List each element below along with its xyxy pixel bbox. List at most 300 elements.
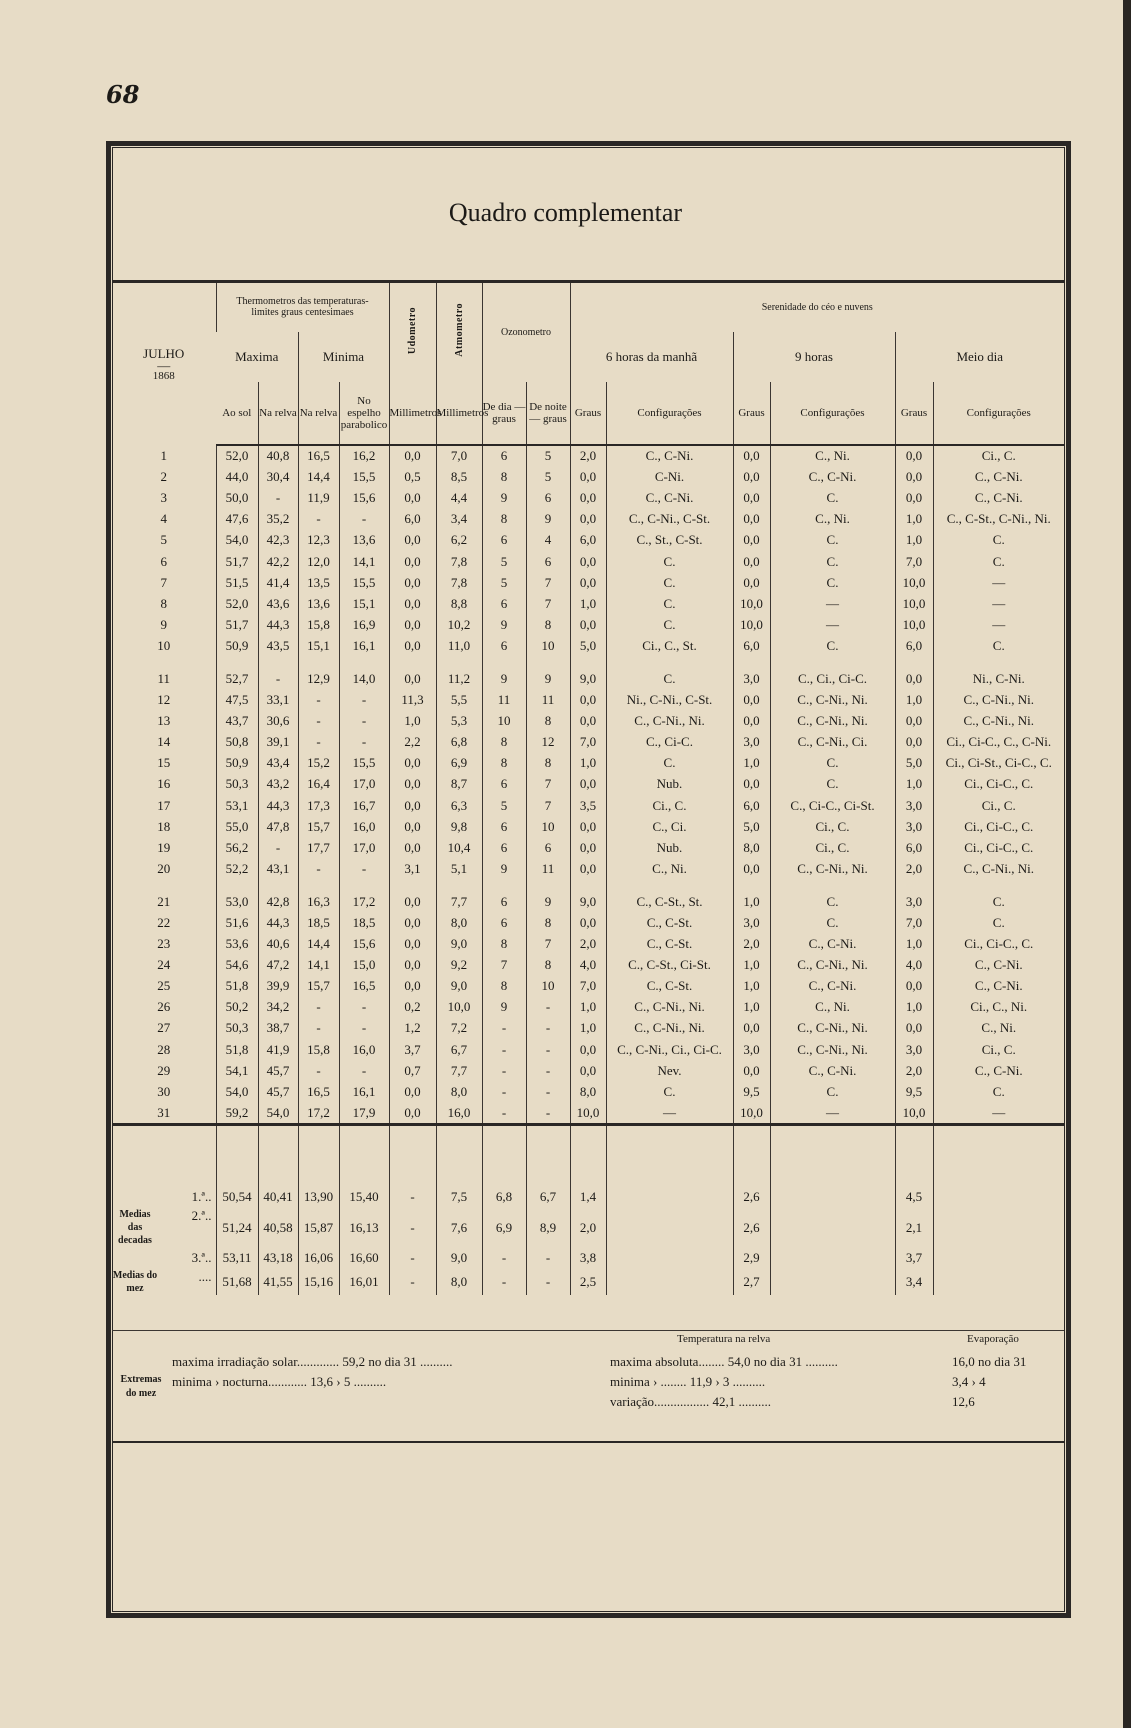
summary-graus-9h: 2,6 (733, 1186, 770, 1208)
cell-graus-9h: 0,0 (733, 774, 770, 795)
cell-udometro: 3,1 (389, 858, 436, 879)
cell-graus-6h: 2,0 (570, 934, 606, 955)
cell-day: 22 (157, 915, 171, 931)
summary-ozono-noite: 8,9 (526, 1208, 570, 1247)
summary-config-noon (933, 1269, 1064, 1295)
cell-ozono-dia: 8 (482, 753, 526, 774)
cell-min-na-relva: - (298, 509, 339, 530)
cell-max-ao-sol: 52,0 (216, 593, 258, 614)
cell-config-6h: — (606, 1102, 733, 1125)
cell-max-na-relva: 43,1 (258, 858, 298, 879)
cell-max-na-relva: 38,7 (258, 1018, 298, 1039)
cell-ozono-dia: 9 (482, 997, 526, 1018)
cell-min-parabolico: 15,5 (339, 753, 389, 774)
cell-config-9h: C. (770, 774, 895, 795)
table-row (112, 934, 1064, 955)
summary-udometro: - (389, 1247, 436, 1269)
cell-max-ao-sol: 54,1 (216, 1060, 258, 1081)
cell-udometro: 0,0 (389, 445, 436, 467)
extremes-block (112, 1330, 1064, 1443)
spacer-row (112, 1125, 1064, 1187)
cell-min-parabolico: - (339, 1060, 389, 1081)
cell-atmometro: 3,4 (436, 509, 482, 530)
cell-atmometro: 8,7 (436, 774, 482, 795)
cell-max-ao-sol: 51,5 (216, 572, 258, 593)
cell-max-ao-sol: 50,0 (216, 488, 258, 509)
cell-atmometro: 9,0 (436, 976, 482, 997)
cell-graus-9h: 0,0 (733, 858, 770, 879)
summary-period: 2.ª.. (191, 1208, 212, 1224)
cell-atmometro: 11,2 (436, 668, 482, 689)
cell-max-ao-sol: 52,0 (216, 445, 258, 467)
summary-atmometro: 9,0 (436, 1247, 482, 1269)
cell-config-6h: C., C-St. (606, 934, 733, 955)
cell-udometro: 0,0 (389, 976, 436, 997)
cell-config-noon: — (933, 1102, 1064, 1125)
cell-day: 5 (160, 532, 167, 548)
cell-graus-9h: 0,0 (733, 551, 770, 572)
cell-max-na-relva: 40,6 (258, 934, 298, 955)
cell-config-9h: C., Ci., Ci-C. (770, 668, 895, 689)
cell-udometro: 0,0 (389, 912, 436, 933)
cell-graus-noon: 2,0 (895, 1060, 933, 1081)
cell-day: 10 (157, 637, 171, 653)
table-row (112, 1102, 1064, 1125)
config-9h-header: Configurações (770, 382, 895, 445)
cell-ozono-noite: 6 (526, 488, 570, 509)
cell-day: 23 (157, 936, 171, 952)
summary-day (112, 1186, 216, 1208)
cell-graus-9h: 2,0 (733, 934, 770, 955)
table-row (112, 690, 1064, 711)
summary-config-9h (770, 1247, 895, 1269)
cell-config-9h: C., Ni. (770, 509, 895, 530)
cell-graus-9h: 1,0 (733, 955, 770, 976)
cell-config-6h: Ci., C. (606, 795, 733, 816)
cell-config-9h: C., C-Ni. (770, 1060, 895, 1081)
cell-max-ao-sol: 47,6 (216, 509, 258, 530)
summary-graus-noon: 3,4 (895, 1269, 933, 1295)
extremes-line2-right: 3,4 › 4 (952, 1374, 986, 1389)
cell-max-na-relva: 44,3 (258, 795, 298, 816)
cell-max-na-relva: - (258, 668, 298, 689)
cell-ozono-dia: 9 (482, 488, 526, 509)
cell-atmometro: 6,2 (436, 530, 482, 551)
table-row (112, 509, 1064, 530)
cell-min-parabolico: 17,0 (339, 837, 389, 858)
cell-atmometro: 5,5 (436, 690, 482, 711)
cell-min-na-relva: 15,8 (298, 614, 339, 635)
cell-graus-9h: 10,0 (733, 1102, 770, 1125)
cell-graus-6h: 0,0 (570, 858, 606, 879)
cell-udometro: 0,0 (389, 795, 436, 816)
cell-ozono-noite: 8 (526, 614, 570, 635)
summary-max-na-relva: 41,55 (258, 1269, 298, 1295)
cell-ozono-dia: 6 (482, 912, 526, 933)
cell-graus-noon: 4,0 (895, 955, 933, 976)
cell-graus-6h: 0,0 (570, 488, 606, 509)
climate-table (112, 280, 1064, 1295)
cell-config-9h: C. (770, 912, 895, 933)
cell-graus-9h: 1,0 (733, 891, 770, 912)
cell-ozono-dia: 10 (482, 711, 526, 732)
cell-day: 19 (157, 839, 171, 855)
cell-config-6h: C., C-St., St. (606, 891, 733, 912)
cell-min-na-relva: 15,7 (298, 816, 339, 837)
summary-config-noon (933, 1247, 1064, 1269)
cell-min-na-relva: 16,3 (298, 891, 339, 912)
cell-config-6h: Ni., C-Ni., C-St. (606, 690, 733, 711)
cell-udometro: 0,0 (389, 891, 436, 912)
cell-max-na-relva: 44,3 (258, 912, 298, 933)
daily-rows (112, 445, 1064, 1125)
summary-ozono-noite: 6,7 (526, 1186, 570, 1208)
cell-udometro: 6,0 (389, 509, 436, 530)
cell-atmometro: 8,8 (436, 593, 482, 614)
cell-ozono-noite: 9 (526, 891, 570, 912)
summary-ozono-dia: - (482, 1269, 526, 1295)
cell-min-parabolico: 16,0 (339, 816, 389, 837)
cell-config-noon: C., C-Ni., Ni. (933, 858, 1064, 879)
cell-udometro: 0,0 (389, 934, 436, 955)
cell-graus-6h: 0,0 (570, 690, 606, 711)
cell-graus-9h: 0,0 (733, 467, 770, 488)
cell-graus-9h: 0,0 (733, 572, 770, 593)
cell-day: 3 (160, 490, 167, 506)
cell-min-parabolico: 16,5 (339, 976, 389, 997)
cell-graus-9h: 3,0 (733, 732, 770, 753)
cell-min-na-relva: 13,6 (298, 593, 339, 614)
summary-udometro: - (389, 1269, 436, 1295)
de-dia-header: De dia — graus (482, 382, 526, 445)
cell-ozono-dia: 6 (482, 445, 526, 467)
ao-sol-header: Ao sol (216, 382, 258, 445)
cell-atmometro: 7,8 (436, 572, 482, 593)
cell-graus-9h: 6,0 (733, 795, 770, 816)
cell-graus-noon: 10,0 (895, 572, 933, 593)
cell-graus-6h: 4,0 (570, 955, 606, 976)
cell-config-noon: C., C-Ni., Ni. (933, 711, 1064, 732)
cell-ozono-dia: 8 (482, 732, 526, 753)
cell-ozono-dia: 5 (482, 551, 526, 572)
table-row (112, 891, 1064, 912)
table-row (112, 732, 1064, 753)
summary-graus-6h: 2,5 (570, 1269, 606, 1295)
cell-graus-noon: 9,5 (895, 1081, 933, 1102)
cell-config-noon: C., C-Ni. (933, 467, 1064, 488)
summary-row (112, 1247, 1064, 1269)
cell-min-parabolico: 17,9 (339, 1102, 389, 1125)
cell-max-ao-sol: 59,2 (216, 1102, 258, 1125)
cell-config-9h: C., C-Ni., Ci. (770, 732, 895, 753)
cell-ozono-dia: 8 (482, 509, 526, 530)
cell-graus-noon: 0,0 (895, 668, 933, 689)
table-row (112, 488, 1064, 509)
cell-graus-6h: 0,0 (570, 1060, 606, 1081)
cell-config-9h: C. (770, 753, 895, 774)
maxima-header: Maxima (235, 348, 279, 364)
cell-min-na-relva: - (298, 1060, 339, 1081)
table-row (112, 572, 1064, 593)
cell-config-noon: Ci., C. (933, 445, 1064, 467)
summary-min-parabolico: 16,60 (339, 1247, 389, 1269)
cell-max-na-relva: 42,2 (258, 551, 298, 572)
cell-ozono-noite: 10 (526, 816, 570, 837)
cell-config-6h: C., C-Ni., Ni. (606, 997, 733, 1018)
thermo-group-header: Thermometros das temperaturas-limites graus centesimaes (216, 282, 389, 332)
cell-graus-9h: 10,0 (733, 593, 770, 614)
config-noon-header: Configurações (933, 382, 1064, 445)
year-label: 1868 (152, 369, 175, 382)
cell-graus-9h: 10,0 (733, 614, 770, 635)
table-row (112, 1060, 1064, 1081)
cell-ozono-dia: 6 (482, 530, 526, 551)
summary-group-label: Medias do mez (112, 1270, 158, 1295)
cell-max-na-relva: 47,8 (258, 816, 298, 837)
cell-graus-noon: 0,0 (895, 488, 933, 509)
cell-day: 9 (160, 616, 167, 632)
cell-ozono-dia: 11 (482, 690, 526, 711)
cell-min-parabolico: 17,2 (339, 891, 389, 912)
cell-config-9h: C., C-Ni., Ni. (770, 1039, 895, 1060)
cell-ozono-dia: - (482, 1102, 526, 1125)
cell-atmometro: 10,2 (436, 614, 482, 635)
cell-min-parabolico: 15,6 (339, 488, 389, 509)
summary-ozono-noite: - (526, 1247, 570, 1269)
cell-graus-9h: 3,0 (733, 1039, 770, 1060)
summary-max-ao-sol: 53,11 (216, 1247, 258, 1269)
cell-day: 1 (160, 447, 167, 463)
cell-graus-noon: 7,0 (895, 912, 933, 933)
table-row (112, 1081, 1064, 1102)
cell-min-parabolico: 16,9 (339, 614, 389, 635)
cell-config-9h: C. (770, 572, 895, 593)
cell-ozono-noite: 8 (526, 912, 570, 933)
nove-horas-header: 9 horas (733, 332, 895, 382)
cell-graus-9h: 0,0 (733, 445, 770, 467)
serenidade-header: Serenidade do céo e nuvens (570, 282, 1064, 332)
summary-period: .... (198, 1269, 212, 1285)
cell-config-6h: Ci., C., St. (606, 635, 733, 656)
cell-graus-9h: 6,0 (733, 635, 770, 656)
cell-config-6h: C-Ni. (606, 467, 733, 488)
summary-graus-noon: 3,7 (895, 1247, 933, 1269)
summary-period: 1.ª.. (191, 1189, 212, 1205)
summary-min-parabolico: 16,01 (339, 1269, 389, 1295)
cell-config-9h: C., C-Ni., Ni. (770, 858, 895, 879)
cell-config-noon: C., C-St., C-Ni., Ni. (933, 509, 1064, 530)
cell-config-6h: C., C-St., Ci-St. (606, 955, 733, 976)
cell-config-9h: C. (770, 635, 895, 656)
cell-ozono-noite: 9 (526, 509, 570, 530)
extremes-line2-left: minima › nocturna............ 13,6 › 5 .......... (172, 1374, 387, 1389)
summary-ozono-noite: - (526, 1269, 570, 1295)
cell-config-6h: C., C-Ni., Ni. (606, 1018, 733, 1039)
cell-config-9h: C., C-Ni., Ni. (770, 955, 895, 976)
cell-atmometro: 8,0 (436, 912, 482, 933)
cell-min-parabolico: 15,0 (339, 955, 389, 976)
cell-config-noon: C., C-Ni. (933, 976, 1064, 997)
cell-day: 31 (157, 1104, 171, 1120)
cell-max-ao-sol: 54,0 (216, 530, 258, 551)
cell-min-parabolico: 18,5 (339, 912, 389, 933)
cell-graus-noon: 0,0 (895, 467, 933, 488)
cell-max-na-relva: 45,7 (258, 1060, 298, 1081)
cell-atmometro: 6,3 (436, 795, 482, 816)
cell-min-na-relva: 15,8 (298, 1039, 339, 1060)
cell-config-noon: — (933, 572, 1064, 593)
cell-atmometro: 9,2 (436, 955, 482, 976)
cell-max-ao-sol: 51,6 (216, 912, 258, 933)
cell-udometro: 1,0 (389, 711, 436, 732)
ozonometro-header: Ozonometro (482, 282, 570, 382)
cell-max-ao-sol: 50,9 (216, 635, 258, 656)
summary-max-na-relva: 40,41 (258, 1186, 298, 1208)
cell-config-9h: C., C-Ni. (770, 976, 895, 997)
cell-max-na-relva: 42,3 (258, 530, 298, 551)
cell-atmometro: 8,5 (436, 467, 482, 488)
cell-min-na-relva: 18,5 (298, 912, 339, 933)
cell-graus-9h: 0,0 (733, 509, 770, 530)
cell-graus-noon: 1,0 (895, 530, 933, 551)
cell-max-na-relva: 30,6 (258, 711, 298, 732)
cell-graus-6h: 10,0 (570, 1102, 606, 1125)
summary-period: 3.ª.. (191, 1250, 212, 1266)
summary-max-ao-sol: 51,68 (216, 1269, 258, 1295)
parabolico-header: No espelho parabolico (339, 382, 389, 445)
cell-graus-noon: 2,0 (895, 858, 933, 879)
table-row (112, 551, 1064, 572)
cell-min-parabolico: 17,0 (339, 774, 389, 795)
cell-graus-noon: 3,0 (895, 816, 933, 837)
cell-min-parabolico: 16,0 (339, 1039, 389, 1060)
extremes-line3-right: 12,6 (952, 1394, 975, 1409)
cell-config-noon: C., Ni. (933, 1018, 1064, 1039)
cell-max-ao-sol: 55,0 (216, 816, 258, 837)
cell-max-ao-sol: 50,9 (216, 753, 258, 774)
cell-day: 4 (160, 511, 167, 527)
cell-config-9h: — (770, 614, 895, 635)
cell-max-ao-sol: 51,7 (216, 551, 258, 572)
cell-max-na-relva: 43,6 (258, 593, 298, 614)
summary-udometro: - (389, 1186, 436, 1208)
minima-header: Minima (298, 332, 389, 382)
cell-graus-9h: 0,0 (733, 488, 770, 509)
cell-graus-9h: 0,0 (733, 530, 770, 551)
cell-min-parabolico: 13,6 (339, 530, 389, 551)
udometro-unit-header: Millimetros (389, 382, 436, 445)
de-noite-header: De noite — graus (526, 382, 570, 445)
cell-graus-6h: 0,0 (570, 509, 606, 530)
cell-atmometro: 5,3 (436, 711, 482, 732)
cell-day: 29 (157, 1062, 171, 1078)
cell-max-na-relva: 43,5 (258, 635, 298, 656)
cell-config-9h: C. (770, 1081, 895, 1102)
cell-udometro: 0,0 (389, 955, 436, 976)
extremes-line2-mid: minima › ........ 11,9 › 3 .......... (610, 1374, 766, 1389)
cell-atmometro: 7,8 (436, 551, 482, 572)
cell-config-9h: C. (770, 551, 895, 572)
cell-ozono-noite: 4 (526, 530, 570, 551)
cell-udometro: 0,0 (389, 1081, 436, 1102)
cell-atmometro: 11,0 (436, 635, 482, 656)
table-row (112, 1018, 1064, 1039)
cell-max-na-relva: 41,4 (258, 572, 298, 593)
cell-config-9h: C., C-Ni., Ni. (770, 1018, 895, 1039)
cell-max-ao-sol: 52,7 (216, 668, 258, 689)
cell-graus-6h: 2,0 (570, 445, 606, 467)
summary-udometro: - (389, 1208, 436, 1247)
cell-day: 17 (157, 797, 171, 813)
cell-config-6h: C., C-Ni., Ni. (606, 711, 733, 732)
cell-ozono-dia: 6 (482, 837, 526, 858)
cell-graus-9h: 0,0 (733, 1018, 770, 1039)
cell-max-na-relva: 54,0 (258, 1102, 298, 1125)
seis-horas-header: 6 horas da manhã (570, 332, 733, 382)
cell-config-9h: C., Ci-C., Ci-St. (770, 795, 895, 816)
cell-min-na-relva: 16,5 (298, 1081, 339, 1102)
cell-day: 24 (157, 957, 171, 973)
cell-config-6h: C., C-Ni. (606, 488, 733, 509)
cell-graus-noon: 0,0 (895, 976, 933, 997)
cell-ozono-noite: 5 (526, 467, 570, 488)
cell-min-parabolico: - (339, 509, 389, 530)
cell-min-na-relva: 13,5 (298, 572, 339, 593)
atmometro-unit-header: Millimetros (436, 382, 482, 445)
cell-graus-noon: 6,0 (895, 837, 933, 858)
cell-udometro: 0,0 (389, 593, 436, 614)
summary-ozono-dia: - (482, 1247, 526, 1269)
table-row (112, 976, 1064, 997)
cell-ozono-noite: 6 (526, 837, 570, 858)
cell-min-parabolico: - (339, 711, 389, 732)
cell-config-9h: Ci., C. (770, 837, 895, 858)
cell-ozono-noite: 8 (526, 753, 570, 774)
summary-graus-9h: 2,6 (733, 1208, 770, 1247)
cell-graus-6h: 1,0 (570, 753, 606, 774)
cell-max-ao-sol: 51,7 (216, 614, 258, 635)
cell-graus-9h: 9,5 (733, 1081, 770, 1102)
cell-ozono-dia: 7 (482, 955, 526, 976)
table-row (112, 711, 1064, 732)
cell-ozono-noite: 11 (526, 858, 570, 879)
table-row (112, 467, 1064, 488)
cell-min-parabolico: 16,1 (339, 1081, 389, 1102)
cell-ozono-noite: 12 (526, 732, 570, 753)
cell-udometro: 0,0 (389, 753, 436, 774)
cell-config-noon: C., C-Ni., Ni. (933, 690, 1064, 711)
cell-graus-6h: 7,0 (570, 976, 606, 997)
cell-max-ao-sol: 50,3 (216, 774, 258, 795)
graus-6h-header: Graus (570, 382, 606, 445)
summary-rows (112, 1125, 1064, 1296)
cell-graus-noon: 10,0 (895, 1102, 933, 1125)
cell-ozono-noite: 7 (526, 572, 570, 593)
cell-ozono-noite: - (526, 997, 570, 1018)
cell-config-noon: Ci., Ci-C., C., C-Ni. (933, 732, 1064, 753)
summary-config-9h (770, 1186, 895, 1208)
month-label: JULHO (143, 345, 185, 361)
cell-config-noon: Ci., Ci-C., C. (933, 837, 1064, 858)
cell-udometro: 0,0 (389, 774, 436, 795)
cell-min-na-relva: 15,2 (298, 753, 339, 774)
cell-graus-6h: 3,5 (570, 795, 606, 816)
cell-graus-6h: 7,0 (570, 732, 606, 753)
cell-config-9h: — (770, 1102, 895, 1125)
cell-graus-9h: 0,0 (733, 690, 770, 711)
cell-day: 7 (160, 574, 167, 590)
cell-max-ao-sol: 54,6 (216, 955, 258, 976)
